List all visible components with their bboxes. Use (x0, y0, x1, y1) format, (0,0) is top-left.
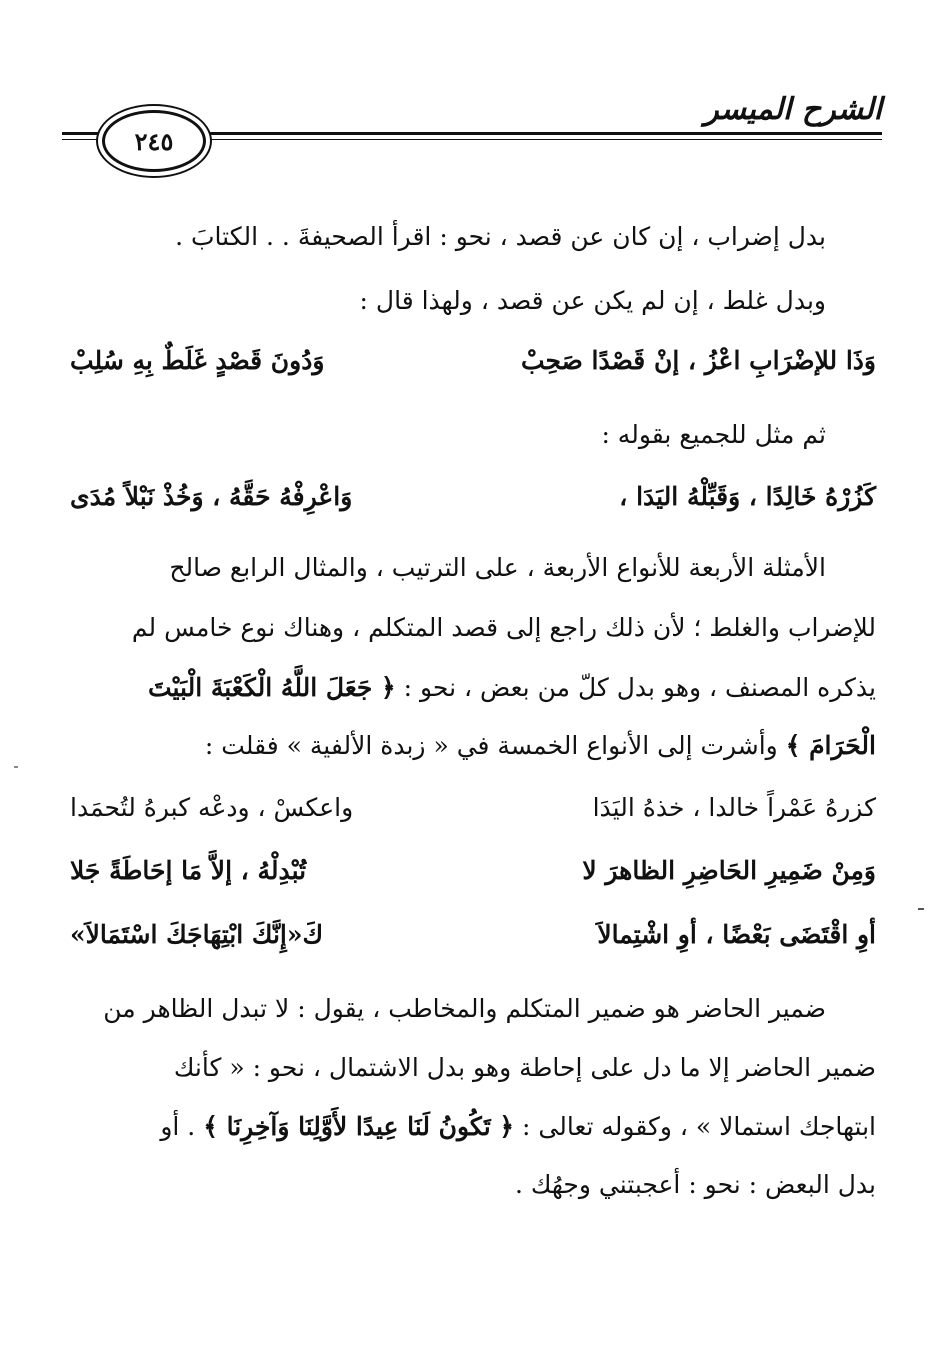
verse-1 (70, 346, 876, 376)
verse-2-first-hemistich: كَزُرْهُ خَالِدًا ، وَقَبِّلْهُ اليَدَا ، (619, 482, 876, 511)
text-line-1: بدل إضراب ، إن كان عن قصد ، نحو : اقرأ الصحيفةَ . . الكتابَ . (175, 222, 826, 251)
verse-4-first-hemistich: وَمِنْ ضَمِيرِ الحَاضِرِ الظاهرَ لا (582, 856, 876, 885)
text-line-5: للإضراب والغلط ؛ لأن ذلك راجع إلى قصد المتكلم ، وهناك نوع خامس لم (131, 613, 876, 642)
running-header-title: الشرح الميسر (704, 92, 882, 127)
verse-2-second-hemistich: وَاعْرِفْهُ حَقَّهُ ، وَخُذْ نَبْلاً مُدَى (70, 482, 353, 511)
scan-speck-left (14, 766, 18, 768)
text-line-10-prose: ابتهاجك استمالا » ، وكقوله تعالى : (522, 1112, 876, 1141)
verse-2 (70, 482, 876, 512)
scan-speck (918, 908, 924, 910)
text-line-7-prose: وأشرت إلى الأنواع الخمسة في « زبدة الألفية » فقلت : (204, 731, 778, 760)
text-line-10-end: . أو (160, 1112, 196, 1141)
quran-quote-2: ﴿ تَكُونُ لَنَا عِيدًا لأَوَّلِنَا وَآخِرِنَا ﴾ (203, 1112, 515, 1141)
verse-5-second-hemistich: كَ«إِنَّكَ ابْتِهَاجَكَ اسْتَمَالاَ» (70, 920, 324, 949)
verse-1-second-hemistich: وَدُونَ قَصْدٍ غَلَطٌ بِهِ سُلِبْ (70, 346, 325, 375)
text-line-9: ضمير الحاضر إلا ما دل على إحاطة وهو بدل الاشتمال ، نحو : « كأنك (173, 1053, 876, 1082)
verse-3 (70, 793, 876, 823)
page-number-badge (102, 110, 206, 172)
verse-3-second-hemistich: واعكسْ ، ودعْه كبرهُ لتُحمَدا (70, 793, 354, 822)
verse-1-first-hemistich: وَذَا للإضْرَابِ اعْزُ ، إنْ قَصْدًا صَحِبْ (520, 346, 876, 375)
text-line-6 (72, 673, 876, 703)
quran-quote-1a: ﴿ جَعَلَ اللَّهُ الْكَعْبَةَ الْبَيْتَ (147, 673, 396, 702)
text-line-11: بدل البعض : نحو : أعجبتني وجهُك . (514, 1170, 876, 1199)
text-line-2: وبدل غلط ، إن لم يكن عن قصد ، ولهذا قال : (359, 286, 826, 315)
text-line-8: ضمير الحاضر هو ضمير المتكلم والمخاطب ، يقول : لا تبدل الظاهر من (103, 994, 826, 1023)
text-line-4: الأمثلة الأربعة للأنواع الأربعة ، على الترتيب ، والمثال الرابع صالح (169, 553, 826, 582)
page-number: ٢٤٥ (134, 126, 174, 156)
verse-5-first-hemistich: أوِ اقْتَضَى بَعْضًا ، أوِ اشْتِمالاَ (597, 920, 876, 949)
verse-4 (70, 856, 876, 886)
text-line-6-prose: يذكره المصنف ، وهو بدل كلّ من بعض ، نحو : (403, 673, 876, 702)
text-line-10 (72, 1112, 876, 1142)
text-line-3: ثم مثل للجميع بقوله : (601, 420, 826, 449)
verse-3-first-hemistich: كزرهُ عَمْراً خالدا ، خذهُ اليَدَا (592, 793, 876, 822)
verse-4-second-hemistich: تُبْدِلْهُ ، إلاَّ مَا إحَاطَةً جَلا (70, 856, 307, 885)
verse-5 (70, 920, 876, 950)
quran-quote-1b: الْحَرَامَ ﴾ (785, 731, 876, 760)
text-line-7 (72, 731, 876, 761)
